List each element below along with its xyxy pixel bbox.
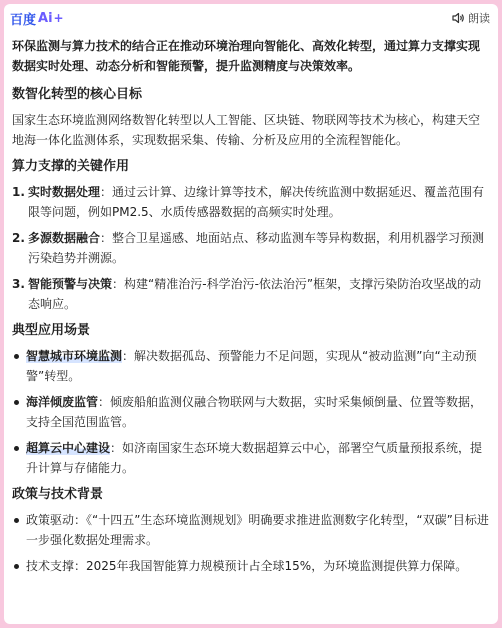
item-text: 政策驱动：《“十四五”生态环境监测规划》明确要求推进监测数字化转型，“双碳”目标进一步强化数据处理需求。: [26, 513, 489, 547]
item-term-link[interactable]: 智慧城市环境监测: [26, 349, 123, 363]
speaker-icon: [452, 12, 465, 24]
brand-ai-label: Ai: [38, 10, 53, 26]
section-body-core-goal: 国家生态环境监测网络数智化转型以人工智能、区块链、物联网等技术为核心，构建天空地海一体化监测体系，实现数据采集、传输、分析及应用的全流程智能化。: [12, 113, 481, 147]
bullet-icon: [12, 438, 26, 478]
item-text: ：构建“精准治污-科学治污-依法治污”框架，支撑污染防治攻坚战的动态响应。: [28, 277, 482, 311]
item-term: 海洋倾废监管: [26, 395, 99, 409]
bullet-icon: [12, 510, 26, 550]
section-title-use-cases: 典型应用场景: [12, 323, 91, 338]
item-term-link[interactable]: 超算云中心建设: [26, 441, 111, 455]
section-title-core-goal: 数智化转型的核心目标: [12, 87, 143, 102]
item-term: 实时数据处理: [28, 185, 101, 199]
intro-paragraph: 环保监测与算力技术的结合正在推动环境治理向智能化、高效化转型，通过算力支撑实现数据实时处理、动态分析和智能预警，提升监测精度与决策效率。: [12, 39, 481, 73]
item-text: 技术支撑：2025年我国智能算力规模预计占全球15%，为环境监测提供算力保障。: [26, 559, 468, 573]
item-text: ：如济南国家生态环境大数据超算云中心，部署空气质量预报系统，提升计算与存储能力。: [26, 441, 483, 475]
policy-list: [12, 510, 490, 576]
item-text: ：倾废船舶监测仪融合物联网与大数据，实时采集倾倒量、位置等数据，支持全国范围监管。: [26, 395, 483, 429]
list-item: [12, 274, 490, 314]
read-aloud-button[interactable]: [452, 10, 490, 26]
baidu-ai-logo[interactable]: [10, 9, 64, 28]
item-term: 多源数据融合: [28, 231, 101, 245]
answer-content: [4, 32, 498, 576]
list-item: [12, 392, 490, 432]
app-window: [4, 4, 498, 624]
brand-plus-icon: +: [53, 11, 64, 25]
bullet-icon: [12, 392, 26, 432]
list-item: [12, 182, 490, 222]
use-cases-list: [12, 346, 490, 478]
item-text: ：通过云计算、边缘计算等技术，解决传统监测中数据延迟、覆盖范围有限等问题，例如PM2.5、水质传感器数据的高频实时处理。: [28, 185, 485, 219]
item-number: 1.: [12, 185, 25, 199]
item-number: 2.: [12, 231, 25, 245]
list-item: [12, 438, 490, 478]
bullet-icon: [12, 556, 26, 576]
brand-name: 百度: [10, 12, 37, 28]
item-term: 智能预警与决策: [28, 277, 113, 291]
read-aloud-label: 朗读: [468, 12, 490, 25]
top-bar: [4, 4, 498, 32]
item-text: ：解决数据孤岛、预警能力不足问题，实现从“被动监测”向“主动预警”转型。: [26, 349, 477, 383]
item-number: 3.: [12, 277, 25, 291]
compute-role-list: [12, 182, 490, 314]
bullet-icon: [12, 346, 26, 386]
list-item: [12, 228, 490, 268]
list-item: [12, 510, 490, 550]
item-text: ：整合卫星遥感、地面站点、移动监测车等异构数据，利用机器学习预测污染趋势并溯源。: [28, 231, 485, 265]
list-item: [12, 556, 490, 576]
section-title-compute-role: 算力支撑的关键作用: [12, 159, 130, 174]
section-title-policy: 政策与技术背景: [12, 487, 104, 502]
list-item: [12, 346, 490, 386]
